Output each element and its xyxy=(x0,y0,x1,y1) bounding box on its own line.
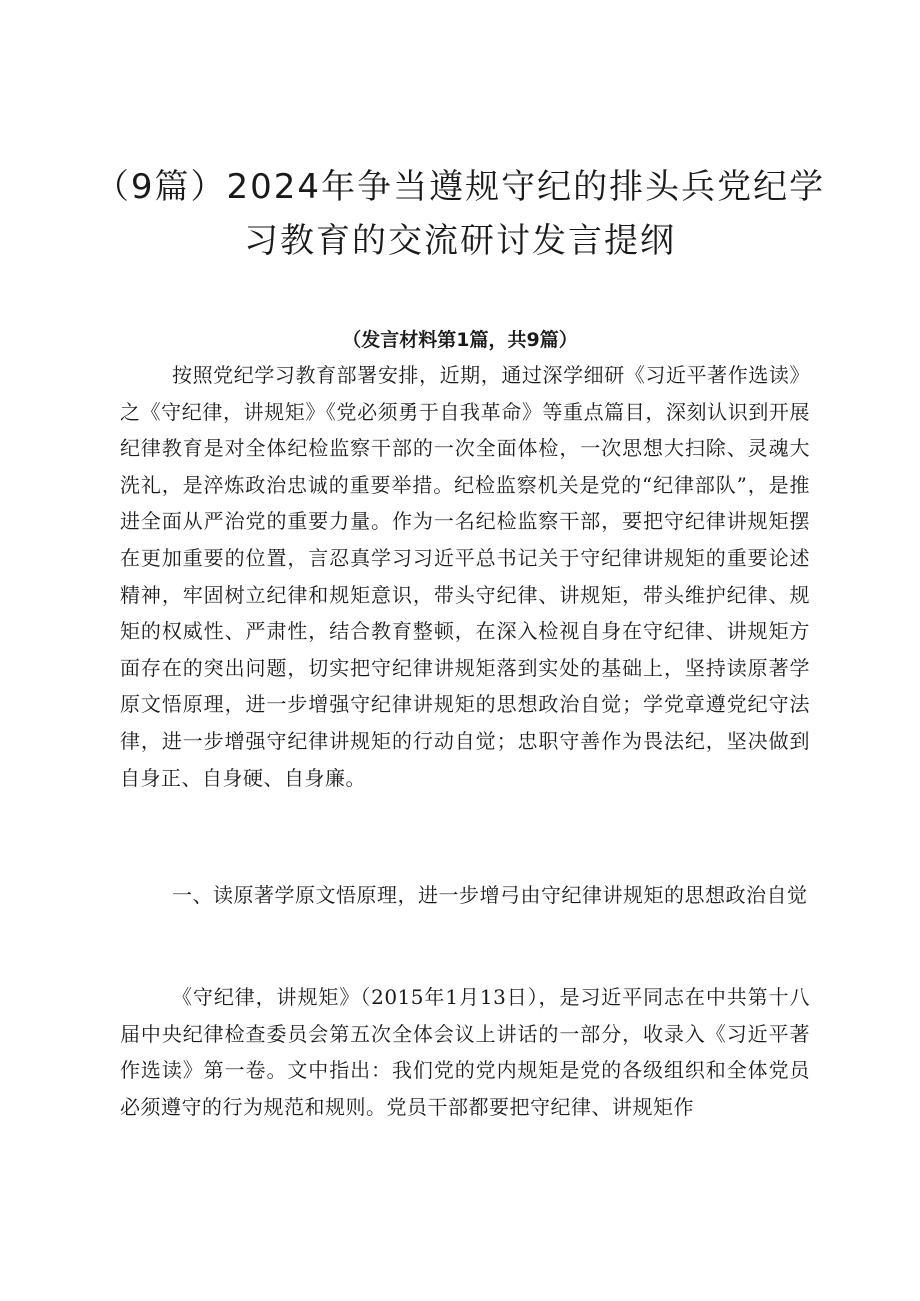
title-line-1: （9篇）2024年争当遵规守纪的排头兵党纪学 xyxy=(94,167,826,207)
document-title xyxy=(90,160,830,268)
title-line-2: 习教育的交流研讨发言提纲 xyxy=(244,221,676,261)
body-paragraph-section-1: 《守纪律，讲规矩》（2015年1月13日），是习近平同志在中共第十八届中央纪律检查委员会第五次全体会议上讲话的一部分，收录入《习近平著作选读》第一卷。文中指出：我们党的党内规矩是党的各级组织和全体党员必须遵守的行为规范和规则。党员干部都要把守纪律、讲规矩作 xyxy=(120,985,810,1119)
body-paragraph-intro: 按照党纪学习教育部署安排，近期，通过深学细研《习近平著作选读》之《守纪律，讲规矩》《党必须勇于自我革命》等重点篇目，深刻认识到开展纪律教育是对全体纪检监察干部的一次全面体检，一次思想大扫除、灵魂大洗礼，是淬炼政治忠诚的重要举措。纪检监察机关是党的“纪律部队”，是推进全面从严治党的重要力量。作为一名纪检监察干部，要把守纪律讲规矩摆在更加重要的位置，言忍真学习习近平总书记关于守纪律讲规矩的重要论述精神，牢固树立纪律和规矩意识，带头守纪律、讲规矩，带头维护纪律、规矩的权威性、严肃性，结合教育整顿，在深入检视自身在守纪律、讲规矩方面存在的突出问题，切实把守纪律讲规矩落到实处的基础上，坚持读原著学原文悟原理，进一步增强守纪律讲规矩的思想政治自觉；学党章遵党纪守法律，进一步增强守纪律讲规矩的行动自觉；忠职守善作为畏法纪，坚决做到自身正、自身硬、自身廉。 xyxy=(120,363,810,790)
document-subtitle: （发言材料第1篇，共9篇） xyxy=(342,329,578,351)
section-heading-1: 一、读原著学原文悟原理，进一步增弓由守纪律讲规矩的思想政治自觉 xyxy=(172,883,808,907)
